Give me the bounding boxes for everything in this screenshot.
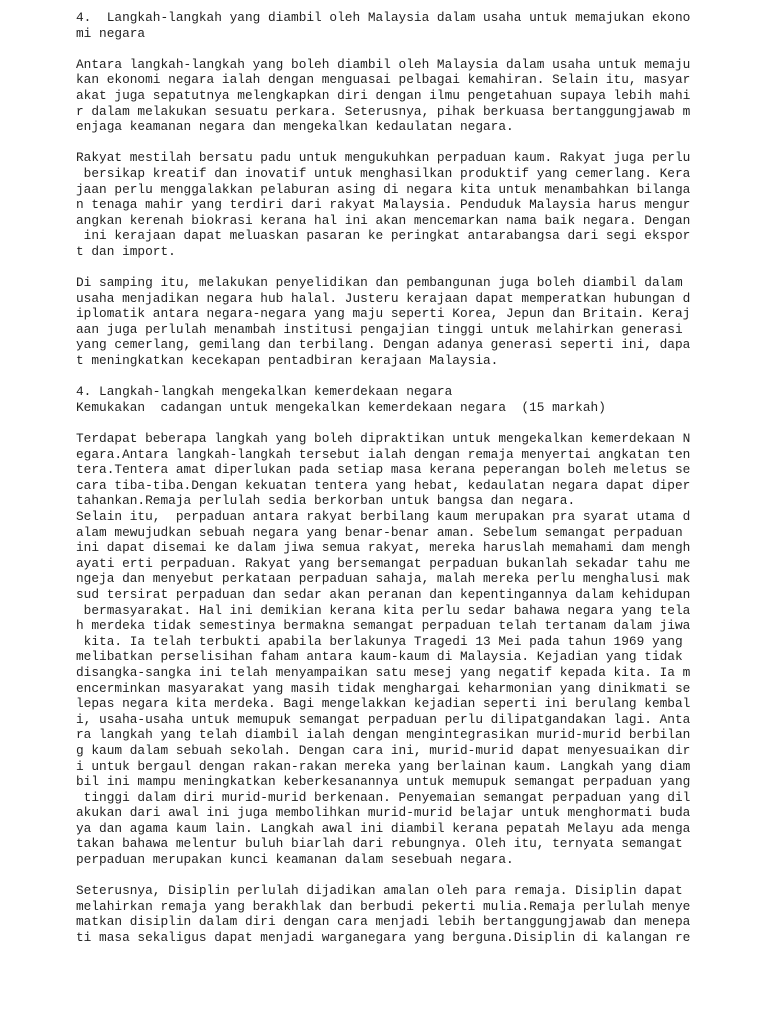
text-line: mi negara (76, 25, 146, 41)
text-line: bersikap kreatif dan inovatif untuk menghasilkan produktif yang cemerlang. Kera (76, 165, 691, 181)
text-line: perpaduan merupakan kunci keamanan dalam sesebuah negara. (76, 852, 514, 868)
paragraph-rakyat-bersatu (76, 150, 756, 259)
text-line: Selain itu, perpaduan antara rakyat berbilang kaum merupakan pra syarat utama d (76, 509, 691, 524)
paragraph-heading-1 (76, 10, 756, 41)
text-line: Kemukakan cadangan untuk mengekalkan kemerdekaan negara (15 markah) (76, 399, 606, 415)
text-line: Rakyat mestilah bersatu padu untuk mengukuhkan perpaduan kaum. Rakyat juga perlu (76, 150, 691, 166)
text-line: angkan kerenah biokrasi kerana hal ini akan mencemarkan nama baik negara. Dengan (76, 212, 691, 228)
paragraph-disiplin (76, 883, 756, 945)
text-line: melibatkan perselisihan faham antara kaum-kaum di Malaysia. Kejadian yang tidak (76, 649, 691, 665)
text-line: akukan dari awal ini juga membolihkan murid-murid belajar untuk menghormati buda (76, 805, 691, 821)
text-line: bil ini mampu meningkatkan keberkesanannya untuk memupuk semangat perpaduan yang (76, 774, 691, 790)
text-line: egara.Antara langkah-langkah tersebut ialah dengan remaja menyertai angkatan ten (76, 446, 691, 462)
text-line: kan ekonomi negara ialah dengan menguasai pelbagai kemahiran. Selain itu, masyar (76, 72, 691, 88)
text-line: Antara langkah-langkah yang boleh diambil oleh Malaysia dalam usaha untuk memaju (76, 56, 691, 72)
text-line: 4. Langkah-langkah yang diambil oleh Malaysia dalam usaha untuk memajukan ekono (76, 10, 691, 25)
text-line: r dalam melakukan sesuatu perkara. Seterusnya, pihak berkuasa bertanggungjawab m (76, 103, 691, 119)
text-line: Seterusnya, Disiplin perlulah dijadikan amalan oleh para remaja. Disiplin dapat (76, 883, 691, 899)
text-line: tinggi dalam diri murid-murid berkenaan. Penyemaian semangat perpaduan yang dil (76, 789, 691, 805)
paragraph-heading-2 (76, 384, 756, 415)
text-line: i untuk bergaul dengan rakan-rakan mereka yang berlainan kaum. Langkah yang diam (76, 758, 691, 774)
text-line: i, usaha-usaha untuk memupuk semangat perpaduan perlu dilipatgandakan lagi. Anta (76, 711, 691, 727)
text-line: tahankan.Remaja perlulah sedia berkorban untuk bangsa dan negara. (76, 493, 576, 509)
text-line: aan juga perlulah menambah institusi pengajian tinggi untuk melahirkan generasi (76, 321, 691, 337)
text-line: Di samping itu, melakukan penyelidikan dan pembangunan juga boleh diambil dalam (76, 275, 691, 291)
text-line: ngeja dan menyebut perkataan perpaduan sahaja, malah mereka perlu menghalusi mak (76, 571, 691, 587)
text-line: h merdeka tidak semestinya bermakna semangat perpaduan telah tertanam dalam jiwa (76, 618, 691, 634)
text-line: encerminkan masyarakat yang masih tidak menghargai keharmonian yang dinikmati se (76, 680, 691, 696)
text-line: ini kerajaan dapat meluaskan pasaran ke peringkat antarabangsa dari segi ekspor (76, 228, 691, 244)
text-line: takan bahawa melentur buluh biarlah dari rebungnya. Oleh itu, ternyata semangat (76, 836, 691, 852)
text-line: melahirkan remaja yang berakhlak dan berbudi pekerti mulia.Remaja perlulah menye (76, 898, 691, 914)
paragraph-ekonomi-kemahiran (76, 57, 756, 135)
text-line: matkan disiplin dalam diri dengan cara menjadi lebih bertanggungjawab dan menepa (76, 914, 691, 930)
text-line: ya dan agama kaum lain. Langkah awal ini diambil kerana pepatah Melayu ada menga (76, 820, 691, 836)
text-line: 4. Langkah-langkah mengekalkan kemerdekaan negara (76, 384, 453, 400)
text-line: jaan perlu menggalakkan pelaburan asing di negara kita untuk menambahkan bilanga (76, 181, 691, 197)
text-line: ra langkah yang telah diambil ialah dengan mengintegrasikan murid-murid berbilan (76, 727, 691, 743)
text-line: t dan import. (76, 243, 176, 259)
text-line: n tenaga mahir yang terdiri dari rakyat Malaysia. Penduduk Malaysia harus mengur (76, 197, 691, 213)
text-line: tera.Tentera amat diperlukan pada setiap masa kerana peperangan boleh meletus se (76, 462, 691, 478)
text-line: usaha menjadikan negara hub halal. Justeru kerajaan dapat memperatkan hubungan d (76, 290, 691, 306)
text-line: iplomatik antara negara-negara yang maju seperti Korea, Jepun dan Britain. Keraj (76, 306, 691, 322)
text-line: ayati erti perpaduan. Rakyat yang bersemangat perpaduan bukanlah sekadar tahu me (76, 555, 691, 571)
text-line: yang cemerlang, gemilang dan terbilang. Dengan adanya generasi seperti ini, dapa (76, 337, 691, 353)
text-line: sud tersirat perpaduan dan sedar akan peranan dan kepentingannya dalam kehidupan (76, 586, 691, 602)
paragraph-kemerdekaan-perpaduan (76, 431, 756, 868)
text-line: disangka-sangka ini telah menyampaikan satu mesej yang negatif kepada kita. Ia m (76, 664, 691, 680)
document-body (76, 10, 756, 961)
text-line: Terdapat beberapa langkah yang boleh dipraktikan untuk mengekalkan kemerdekaan N (76, 431, 691, 447)
text-line: lepas negara kita merdeka. Bagi mengelakkan kejadian seperti ini berulang kembal (76, 696, 691, 712)
text-line: akat juga sepatutnya melengkapkan diri dengan ilmu pengetahuan supaya lebih mahi (76, 87, 691, 103)
text-line: bermasyarakat. Hal ini demikian kerana kita perlu sedar bahawa negara yang tela (76, 602, 691, 618)
text-line: ini dapat disemai ke dalam jiwa semua rakyat, mereka haruslah memahami dam mengh (76, 540, 691, 556)
text-line: t meningkatkan kecekapan pentadbiran kerajaan Malaysia. (76, 353, 499, 369)
text-line: ti masa sekaligus dapat menjadi warganegara yang berguna.Disiplin di kalangan re (76, 930, 691, 946)
text-line: cara tiba-tiba.Dengan kekuatan tentera yang hebat, kedaulatan negara dapat diper (76, 477, 691, 493)
paragraph-penyelidikan (76, 275, 756, 369)
text-line: alam mewujudkan sebuah negara yang benar-benar aman. Sebelum semangat perpaduan (76, 524, 691, 540)
text-line: enjaga keamanan negara dan mengekalkan kedaulatan negara. (76, 119, 514, 135)
text-line: kita. Ia telah terbukti apabila berlakunya Tragedi 13 Mei pada tahun 1969 yang (76, 633, 691, 649)
text-line: g kaum dalam sebuah sekolah. Dengan cara ini, murid-murid dapat menyesuaikan dir (76, 742, 691, 758)
